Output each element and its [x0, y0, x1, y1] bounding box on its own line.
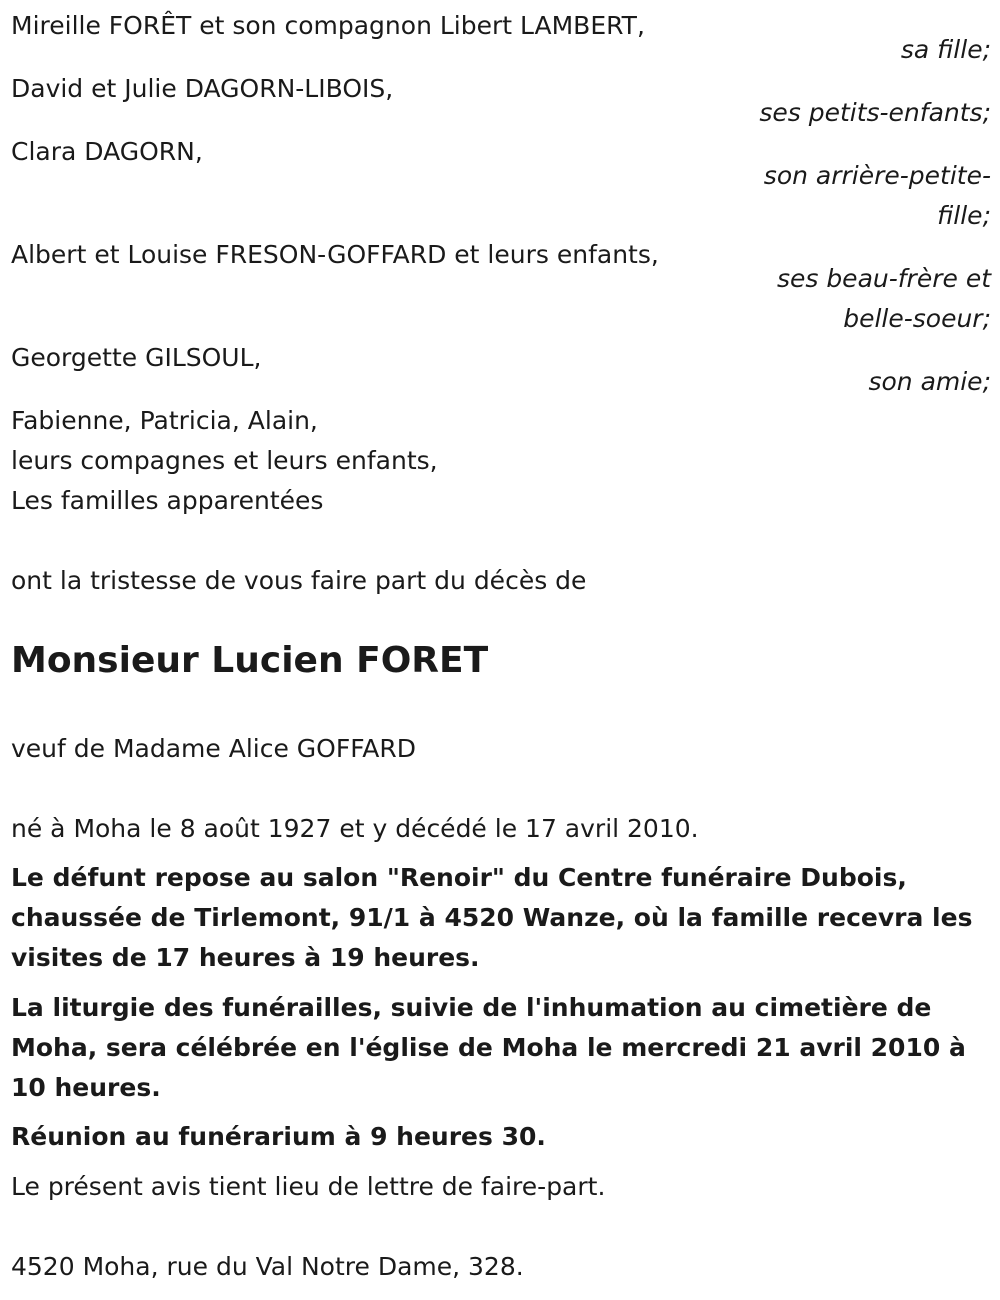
family-relation-line: ses beau-frère et: [776, 264, 991, 293]
dates-text: né à Moha le 8 août 1927 et y décédé le 17 avril 2010.: [11, 814, 699, 843]
family-relation-line: son amie;: [868, 367, 991, 396]
family-relation-line: belle-soeur;: [843, 304, 991, 333]
announcement-text: ont la tristesse de vous faire part du décès de: [11, 566, 587, 595]
family-relation-line: fille;: [937, 201, 991, 230]
family-name-line: Albert et Louise FRESON-GOFFARD et leurs enfants,: [11, 240, 659, 269]
visitation-paragraph: Le défunt repose au salon "Renoir" du Centre funéraire Dubois, chaussée de Tirlemont, 91/1 à 4520 Wanze, où la famille recevra les visites de 17 heures à 19 heures.: [11, 863, 973, 972]
family-relation-line: son arrière-petite-: [763, 161, 991, 190]
family-name-line: Clara DAGORN,: [11, 137, 203, 166]
others-line: Fabienne, Patricia, Alain,: [11, 406, 318, 435]
obituary-notice: [11, 0, 991, 1300]
funeral-paragraph: La liturgie des funérailles, suivie de l'inhumation au cimetière de Moha, sera célébrée en l'église de Moha le mercredi 21 avril 2010 à 10 heures.: [11, 993, 966, 1102]
family-relation-line: sa fille;: [900, 35, 991, 64]
notice-text: Le présent avis tient lieu de lettre de faire-part.: [11, 1172, 606, 1201]
others-line: Les familles apparentées: [11, 486, 324, 515]
family-relation-line: ses petits-enfants;: [759, 98, 991, 127]
widower-text: veuf de Madame Alice GOFFARD: [11, 734, 417, 763]
deceased-name: Monsieur Lucien FORET: [11, 640, 489, 681]
family-name-line: Georgette GILSOUL,: [11, 343, 262, 372]
address-text: 4520 Moha, rue du Val Notre Dame, 328.: [11, 1252, 524, 1281]
family-name-line: Mireille FORÊT et son compagnon Libert LAMBERT,: [11, 11, 645, 40]
family-name-line: David et Julie DAGORN-LIBOIS,: [11, 74, 394, 103]
others-line: leurs compagnes et leurs enfants,: [11, 446, 438, 475]
meeting-paragraph: Réunion au funérarium à 9 heures 30.: [11, 1122, 546, 1151]
